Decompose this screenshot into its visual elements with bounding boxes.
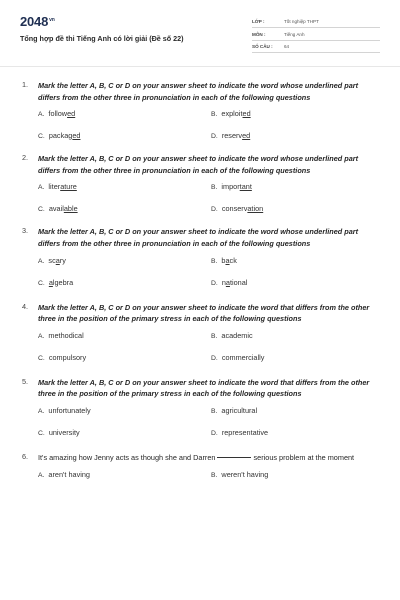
question-list: [0, 80, 400, 508]
option-word: methodical: [48, 330, 84, 340]
meta-value: Tiếng Anh: [284, 31, 305, 37]
question-number: 3.: [22, 226, 29, 236]
answer-blank: [217, 457, 251, 458]
option-letter: B.: [211, 471, 218, 479]
meta-row-class: [252, 16, 380, 28]
option-word: exploited: [221, 109, 251, 119]
meta-label: SỐ CÂU :: [252, 44, 273, 49]
prompt-after-blank: serious problem at the moment: [253, 452, 355, 462]
option-b[interactable]: [211, 330, 253, 342]
option-letter: D.: [211, 133, 218, 141]
meta-row-subject: [252, 29, 380, 41]
option-letter: C.: [38, 206, 45, 214]
option-a[interactable]: [38, 255, 66, 267]
meta-row-count: [252, 41, 380, 53]
option-word: scary: [48, 255, 66, 265]
question-4: [0, 302, 400, 369]
meta-label: MÔN :: [252, 31, 266, 37]
site-logo[interactable]: [20, 14, 55, 29]
logo-text: 2048: [20, 14, 49, 29]
option-letter: C.: [38, 133, 45, 141]
option-letter: B.: [211, 257, 218, 265]
header-divider: [0, 66, 400, 67]
option-letter: B.: [211, 332, 218, 340]
option-letter: D.: [211, 206, 218, 214]
meta-value: 64: [284, 44, 290, 49]
question-prompt: Mark the letter A, B, C or D on your answer sheet to indicate the word whose underlined part differs from the other three in pronunciation in each of the following questions: [38, 81, 359, 102]
prompt-before-blank: It's amazing how Jenny acts as though she and Darren: [38, 452, 216, 462]
question-number: 6.: [22, 451, 29, 461]
option-word: literature: [48, 182, 77, 192]
question-1: [0, 80, 400, 147]
option-word: national: [221, 277, 248, 287]
question-number: 1.: [22, 80, 29, 89]
option-letter: C.: [38, 354, 45, 362]
option-letter: D.: [211, 354, 218, 362]
option-word: important: [221, 182, 252, 192]
question-number: 4.: [22, 301, 29, 311]
option-letter: B.: [211, 407, 218, 415]
option-word: commercially: [221, 352, 265, 362]
option-word: packaged: [48, 131, 81, 141]
option-letter: A.: [38, 332, 45, 340]
option-word: aren't having: [48, 469, 90, 479]
answer-options: [38, 250, 378, 294]
option-letter: A.: [38, 471, 45, 479]
option-word: algebra: [48, 277, 74, 287]
option-d[interactable]: [211, 203, 263, 215]
option-letter: A.: [38, 407, 45, 415]
option-c[interactable]: [38, 203, 78, 215]
option-word: weren't having: [221, 469, 269, 479]
option-a[interactable]: [38, 330, 84, 342]
option-letter: C.: [38, 429, 45, 437]
logo-suffix: vn: [49, 16, 55, 23]
question-number: 2.: [22, 153, 29, 163]
answer-options: [38, 400, 378, 444]
option-letter: B.: [211, 111, 218, 119]
option-c[interactable]: [38, 352, 86, 364]
question-prompt: Mark the letter A, B, C or D on your answer sheet to indicate the word that differs from the other three in the position of the primary stress in each of the following questions: [38, 302, 370, 324]
option-word: back: [221, 255, 237, 265]
option-a[interactable]: [38, 108, 75, 120]
option-b[interactable]: [211, 469, 268, 481]
option-b[interactable]: [211, 405, 257, 417]
document-title: Tổng hợp đề thi Tiếng Anh có lời giải (Đề số 22): [20, 34, 184, 43]
question-5: [0, 377, 400, 444]
option-word: representative: [221, 427, 269, 437]
question-2: [0, 153, 400, 220]
option-c[interactable]: [38, 277, 73, 289]
answer-options: [38, 176, 378, 220]
option-a[interactable]: [38, 405, 91, 417]
answer-options: [38, 464, 378, 508]
question-prompt: [38, 452, 378, 464]
option-letter: C.: [38, 279, 45, 287]
option-b[interactable]: [211, 255, 237, 267]
option-c[interactable]: [38, 130, 80, 142]
option-word: conservation: [221, 204, 264, 214]
option-word: university: [48, 427, 80, 437]
option-d[interactable]: [211, 352, 264, 364]
option-letter: D.: [211, 279, 218, 287]
option-a[interactable]: [38, 181, 77, 193]
option-word: reserved: [221, 131, 251, 141]
option-letter: B.: [211, 184, 218, 192]
option-word: followed: [48, 109, 76, 119]
question-prompt: Mark the letter A, B, C or D on your answer sheet to indicate the word whose underlined part differs from the other three in pronunciation in each of the following questions: [38, 154, 359, 175]
option-letter: A.: [38, 257, 45, 265]
option-d[interactable]: [211, 427, 268, 439]
option-word: available: [48, 204, 78, 214]
option-letter: A.: [38, 111, 45, 119]
option-d[interactable]: [211, 130, 250, 142]
option-c[interactable]: [38, 427, 80, 439]
question-3: [0, 226, 400, 293]
question-prompt: Mark the letter A, B, C or D on your answer sheet to indicate the word whose underlined part differs from the other three in pronunciation in each of the following questions: [38, 227, 359, 248]
option-word: compulsory: [48, 352, 87, 362]
option-b[interactable]: [211, 108, 251, 120]
option-d[interactable]: [211, 277, 247, 289]
option-word: agricultural: [221, 405, 258, 415]
question-number: 5.: [22, 376, 29, 386]
answer-options: [38, 103, 378, 147]
question-6: [0, 452, 400, 508]
option-a[interactable]: [38, 469, 90, 481]
option-word: unfortunately: [48, 405, 91, 415]
answer-options: [38, 325, 378, 369]
option-word: academic: [221, 330, 253, 340]
option-letter: A.: [38, 184, 45, 192]
meta-value: Tốt nghiệp THPT: [284, 19, 319, 24]
meta-info-panel: [252, 16, 380, 54]
option-letter: D.: [211, 429, 218, 437]
option-b[interactable]: [211, 181, 252, 193]
meta-label: LỚP :: [252, 19, 265, 24]
question-prompt: Mark the letter A, B, C or D on your answer sheet to indicate the word that differs from the other three in the position of the primary stress in each of the following questions: [38, 377, 370, 399]
